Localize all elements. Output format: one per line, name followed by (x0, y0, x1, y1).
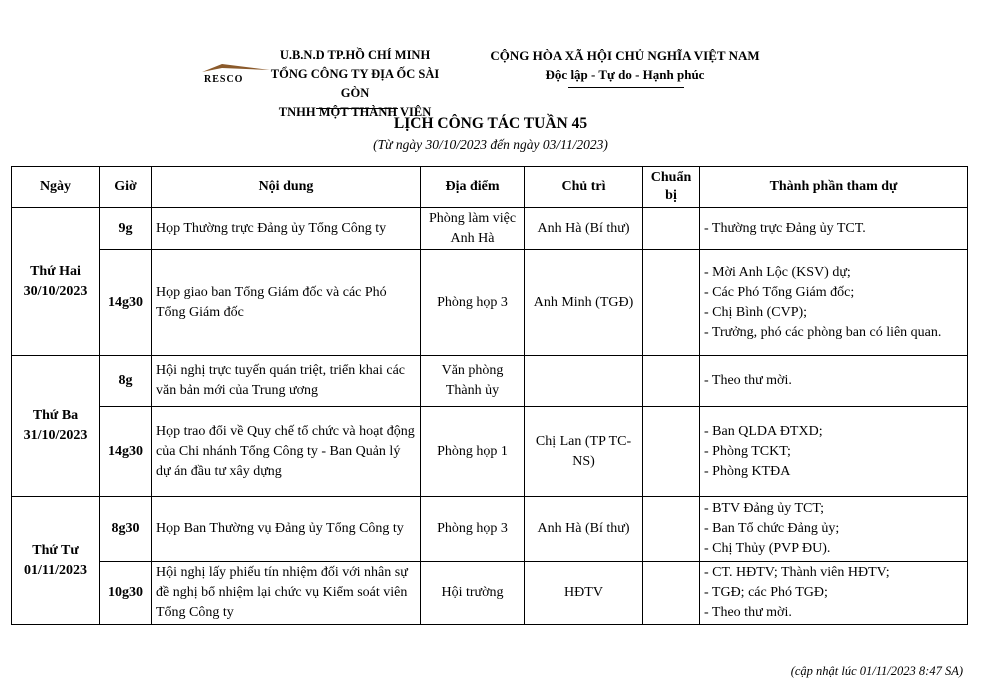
attendee-item: - Phòng KTĐA (704, 463, 791, 479)
col-header-content: Nội dung (152, 167, 421, 208)
org-line-3: TNHH MỘT THÀNH VIÊN (278, 105, 432, 119)
day-cell (12, 208, 100, 356)
table-row (12, 250, 968, 356)
attendees-cell (700, 356, 968, 407)
content-cell: Họp Ban Thường vụ Đảng ủy Tổng Công ty (152, 497, 421, 562)
attendee-item: - Ban QLDA ĐTXD; (704, 423, 823, 439)
org-line-2: TỔNG CÔNG TY ĐỊA ỐC SÀI GÒN (270, 67, 440, 100)
chair-cell: Anh Hà (Bí thư) (525, 208, 643, 250)
table-row (12, 497, 968, 562)
attendee-item: - Phòng TCKT; (704, 443, 791, 459)
day-name: Thứ Hai (30, 263, 81, 279)
content-cell: Họp Thường trực Đảng ủy Tổng Công ty (152, 208, 421, 250)
time-cell: 8g (100, 356, 152, 407)
attendees-cell (700, 562, 968, 625)
table-row (12, 562, 968, 625)
resco-logo (200, 62, 272, 84)
chair-cell: Anh Hà (Bí thư) (525, 497, 643, 562)
place-cell: Phòng họp 1 (421, 407, 525, 497)
nation-name: CỘNG HÒA XÃ HỘI CHỦ NGHĨA VIỆT NAM (490, 48, 760, 63)
attendees-cell (700, 250, 968, 356)
content-cell: Hội nghị lấy phiếu tín nhiệm đối với nhân sự đề nghị bổ nhiệm lại chức vụ Kiểm soát viên Tổng Công ty (152, 562, 421, 625)
col-header-day: Ngày (12, 167, 100, 208)
day-date: 01/11/2023 (23, 562, 87, 578)
update-timestamp: (cập nhật lúc 01/11/2023 8:47 SA) (790, 664, 963, 678)
org-line-1: U.B.N.D TP.HỒ CHÍ MINH (279, 48, 431, 62)
day-cell (12, 356, 100, 497)
attendees-cell (700, 208, 968, 250)
place-cell: Phòng làm việc Anh Hà (421, 208, 525, 250)
attendee-item: - Chị Thủy (PVP ĐU). (704, 541, 831, 556)
attendee-item: - Thường trực Đảng ủy TCT. (704, 220, 866, 236)
day-date: 31/10/2023 (23, 428, 88, 443)
attendees-cell (700, 497, 968, 562)
prep-cell (643, 356, 700, 407)
prep-cell (643, 250, 700, 356)
content-cell: Họp trao đổi về Quy chế tổ chức và hoạt động của Chi nhánh Tổng Công ty - Ban Quản lý dự án đầu tư xây dựng (152, 407, 421, 497)
attendee-item: - Theo thư mời. (704, 373, 792, 388)
attendee-item: - Theo thư mời. (704, 605, 792, 620)
place-cell: Phòng họp 3 (421, 250, 525, 356)
attendee-item: - BTV Đảng ủy TCT; (704, 501, 825, 516)
page-title: LỊCH CÔNG TÁC TUẦN 45 (393, 115, 588, 132)
col-header-time: Giờ (100, 167, 152, 208)
attendee-item: - Mời Anh Lộc (KSV) dự; (704, 264, 851, 280)
time-cell: 10g30 (100, 562, 152, 625)
time-cell: 9g (100, 208, 152, 250)
table-header-row (12, 167, 968, 208)
logo-text: RESCO (204, 74, 244, 84)
place-cell: Hội trường (421, 562, 525, 625)
time-cell: 14g30 (100, 407, 152, 497)
attendee-item: - CT. HĐTV; Thành viên HĐTV; (704, 565, 890, 580)
organization-header (270, 46, 440, 122)
prep-cell (643, 407, 700, 497)
table-row (12, 356, 968, 407)
place-cell: Phòng họp 3 (421, 497, 525, 562)
time-cell: 8g30 (100, 497, 152, 562)
day-name: Thứ Ba (32, 408, 79, 423)
org-underline (316, 108, 398, 109)
col-header-place: Địa điểm (421, 167, 525, 208)
chair-cell (525, 356, 643, 407)
chair-cell: Anh Minh (TGĐ) (525, 250, 643, 356)
day-cell (12, 497, 100, 625)
day-name: Thứ Tư (32, 542, 79, 558)
content-cell: Hội nghị trực tuyến quán triệt, triển khai các văn bản mới của Trung ương (152, 356, 421, 407)
attendee-item: - Trưởng, phó các phòng ban có liên quan. (704, 324, 942, 340)
attendee-item: - TGĐ; các Phó TGĐ; (704, 585, 828, 600)
motto-underline (568, 87, 684, 88)
table-row (12, 407, 968, 497)
place-cell: Văn phòng Thành ủy (421, 356, 525, 407)
nation-header (480, 46, 770, 84)
attendee-item: - Ban Tổ chức Đảng ủy; (704, 521, 840, 536)
chair-cell: HĐTV (525, 562, 643, 625)
page-subtitle: (Từ ngày 30/10/2023 đến ngày 03/11/2023) (373, 137, 608, 152)
prep-cell (643, 208, 700, 250)
attendees-cell (700, 407, 968, 497)
schedule-table (11, 166, 968, 625)
prep-cell (643, 562, 700, 625)
content-cell: Họp giao ban Tổng Giám đốc và các Phó Tổng Giám đốc (152, 250, 421, 356)
time-cell: 14g30 (100, 250, 152, 356)
chair-cell: Chị Lan (TP TC-NS) (525, 407, 643, 497)
table-row (12, 208, 968, 250)
prep-cell (643, 497, 700, 562)
logo-roof-shape (202, 64, 270, 72)
col-header-attendees: Thành phần tham dự (700, 167, 968, 208)
day-date: 30/10/2023 (23, 283, 88, 299)
attendee-item: - Các Phó Tổng Giám đốc; (704, 284, 855, 300)
nation-motto: Độc lập - Tự do - Hạnh phúc (545, 67, 705, 82)
col-header-chair: Chủ trì (525, 167, 643, 208)
attendee-item: - Chị Bình (CVP); (704, 304, 808, 320)
col-header-prep: Chuẩn bị (643, 167, 700, 208)
